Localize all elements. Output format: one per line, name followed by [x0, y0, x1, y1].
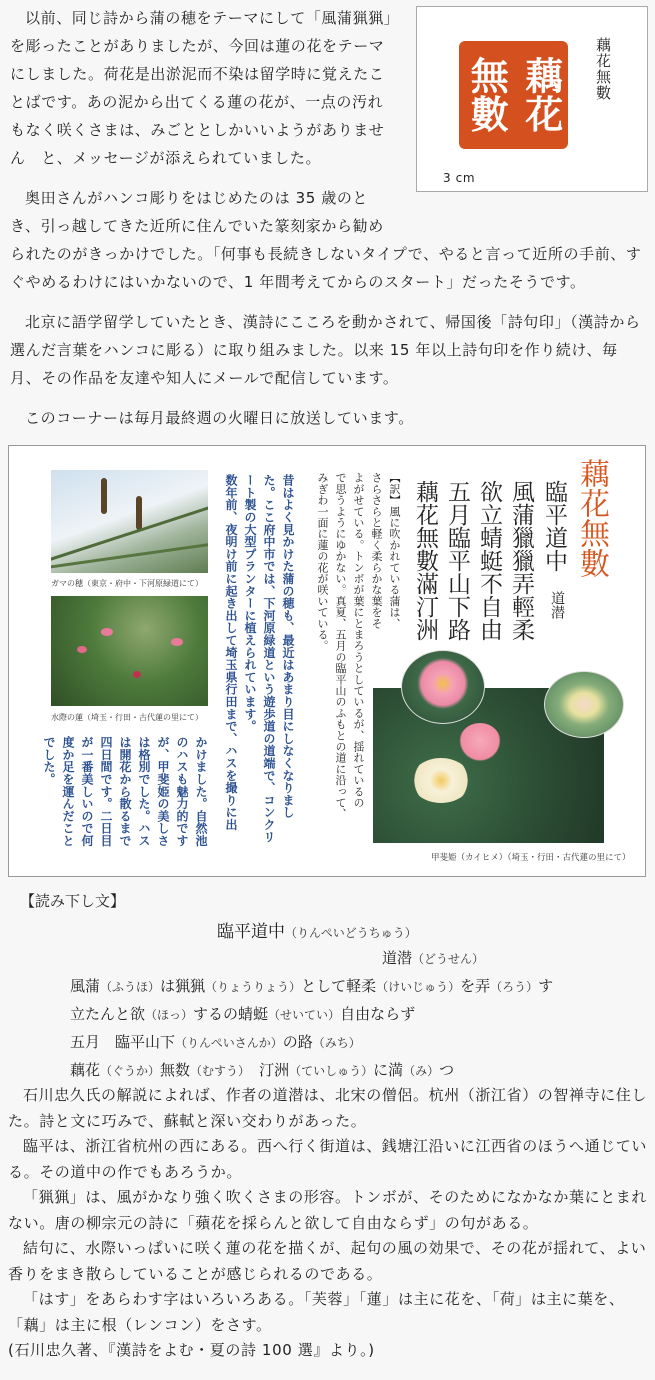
line-text: 五月 臨平山下 — [70, 1033, 176, 1051]
line-text: の路 — [282, 1033, 313, 1051]
poem-figure — [8, 445, 646, 877]
commentary-source: (石川忠久著、『漢詩をよむ・夏の詩 100 選』より。) — [8, 1341, 375, 1359]
poem-line: 五月臨平山下路 — [444, 480, 470, 641]
ruby-reading: （ふうほ） — [100, 980, 161, 994]
translation-column: みぎわ一面に蓮の花が咲いている。 — [316, 472, 329, 652]
commentary-paragraph: 「猟猟」は、風がかなり強く吹くさまの形容。トンボが、そのためになかなか葉にとまれない。唐の柳宗元の詩に「蘋花を採らんと欲して自由ならず」の句がある。 — [8, 1188, 648, 1232]
ruby-reading: （ていしゅう） — [289, 1064, 374, 1078]
essay-column: かけました。自然池 — [194, 736, 208, 847]
ruby-reading: （みち） — [312, 1036, 361, 1050]
line-text: に満 — [373, 1061, 404, 1079]
line-text: を弄 — [460, 977, 491, 995]
title-text: 臨平道中 — [217, 922, 285, 942]
essay-column: 昔はよく見かけた蒲の穂も、最近はあまり目にしなくなりまし — [281, 474, 295, 819]
commentary-paragraph: 臨平は、浙江省杭州の西にある。西へ行く街道は、銭塘江沿いに江西省のほうへ通じている。その道中の作でもあろうか。 — [8, 1137, 648, 1181]
translation-column: よがせている。トンボが葉にとまろうとしているが、揺れているの — [352, 472, 365, 808]
waterside-caption: 水際の蓮（埼玉・行田・古代蓮の里にて） — [51, 713, 203, 722]
essay-column: でした。 — [42, 736, 56, 786]
intro-paragraph: 奥田さんがハンコ彫りをはじめたのは 35 歳のとき、引っ越してきた近所に住んでいた篆刻家から勧められたのがきっかけでした。「何事も長続きしないタイプで、やると言って近所の手前、すぐやめるわけにはいかないので、1 年間考えてからのスタート」だったそうです。 — [10, 189, 642, 291]
ruby-reading: （ろう） — [490, 980, 539, 994]
line-text: 立たんと欲 — [70, 1005, 146, 1023]
yomikudashi-line — [70, 1031, 361, 1052]
yomikudashi-title — [217, 917, 417, 942]
line-text: するの蜻蜓 — [193, 1005, 269, 1023]
poem-heading: 臨平道中 — [541, 480, 567, 572]
line-text: す — [538, 977, 554, 995]
line-text: 無数 — [160, 1061, 191, 1079]
intro-paragraph: このコーナーは毎月最終週の火曜日に放送しています。 — [25, 409, 414, 427]
essay-long-columns — [221, 474, 297, 843]
yomikudashi-line — [70, 1003, 415, 1024]
poem-line: 風蒲獵獵弄輕柔 — [508, 480, 534, 641]
seal-chars-left: 無數 — [464, 56, 510, 134]
lotus-caption: 甲斐姫（カイヒメ）（埼玉・行田・古代蓮の里にて） — [431, 853, 631, 863]
intro-paragraph: 北京に語学留学していたとき、漢詩にこころを動かされて、帰国後「詩句印」（漢詩から選んだ言葉をハンコに彫る）に取り組みました。以来 15 年以上詩句印を作り続け、毎月、その作品を友達や知人にメールで配信しています。 — [10, 313, 641, 387]
poem-line: 藕花無數滿汀洲 — [412, 480, 438, 641]
essay-column: た。ここ府中市では、下河原緑道という遊歩道の道端で、コンクリ — [262, 474, 276, 843]
line-text: として軽柔 — [301, 977, 377, 995]
seal-image-box — [416, 6, 648, 192]
commentary-paragraph: 「はす」をあらわす字はいろいろある。「芙蓉」「蓮」は主に花を、「荷」は主に葉を、「藕」は主に根（レンコン）をさす。 — [8, 1290, 625, 1334]
ruby-reading: （りんぺいさんか） — [175, 1036, 283, 1050]
line-text: 藕花 — [70, 1061, 101, 1079]
yomikudashi-heading: 【読み下し文】 — [20, 892, 126, 910]
author-text: 道潜 — [382, 949, 413, 967]
line-text: は猟猟 — [160, 977, 206, 995]
ruby-reading: （けいじゅう） — [376, 980, 461, 994]
essay-column: は格別でした。ハス — [137, 736, 151, 847]
ruby-reading: （ぐうか） — [100, 1064, 161, 1078]
ruby-reading: （せいてい） — [268, 1008, 341, 1022]
yomikudashi-author — [382, 947, 484, 968]
title-ruby: （りんぺいどうちゅう） — [285, 926, 417, 940]
ruby-reading: （むすう） — [190, 1064, 245, 1078]
line-text: 汀洲 — [244, 1061, 290, 1079]
essay-column: ート製の大型プランターに植えられています。 — [243, 474, 257, 733]
essay-column: が一番美しいので何 — [80, 736, 94, 847]
yomikudashi-line — [70, 975, 553, 996]
waterside-lotus-photo — [51, 596, 208, 706]
line-text: つ — [439, 1061, 455, 1079]
essay-short-columns — [39, 736, 210, 847]
ruby-reading: （み） — [403, 1064, 440, 1078]
lotus-bud-inset — [544, 671, 624, 738]
yomikudashi-line — [70, 1059, 454, 1080]
essay-column: のハスも魅力的です — [175, 736, 189, 847]
essay-column: 度か足を運んだこと — [61, 736, 75, 847]
translation-column: で思うようにゆかない。真夏、五月の臨平山のふもとの道に沿って、 — [334, 472, 347, 820]
essay-column: 四日間です。二日目 — [99, 736, 113, 847]
ruby-reading: （ほっ） — [145, 1008, 194, 1022]
essay-column: は開花から散るまで — [118, 736, 132, 847]
intro-paragraph: 以前、同じ詩から蒲の穂をテーマにして「風蒲猟猟」を彫ったことがありましたが、今回は蓮の花をテーマにしました。荷花是出淤泥而不染は留学時に覚えたことばです。あの泥から出てくる蓮の花が、一点の汚れもなく咲くさまは、みごととしかいいようがありません と、メッセージが添えられていました。 — [10, 9, 392, 167]
lotus-bloom-inset — [401, 650, 485, 724]
translation-column: 【訳】風に吹かれている蒲は、 — [388, 472, 401, 629]
line-text: 風蒲 — [70, 977, 101, 995]
cattail-photo — [51, 470, 208, 573]
translation-column: さらさらと軽く柔らかな葉をそ — [370, 472, 383, 629]
line-text: 自由ならず — [340, 1005, 416, 1023]
poem-line: 欲立蜻蜓不自由 — [476, 480, 502, 641]
author-ruby: （どうせん） — [412, 952, 485, 966]
seal-size: 3 cm — [443, 171, 476, 185]
poem-title: 藕花無數 — [574, 458, 609, 578]
seal-label: 藕花無數 — [594, 37, 612, 101]
poem-author: 道潜 — [549, 591, 565, 619]
cattail-caption: ガマの穂（東京・府中・下河原緑道にて） — [51, 579, 203, 588]
essay-column: が、甲斐姫の美しさ — [156, 736, 170, 847]
ruby-reading: （りょうりょう） — [205, 980, 302, 994]
seal-chars-right: 藕花 — [518, 56, 564, 134]
essay-column: 数年前、夜明け前に起き出して埼玉県行田まで、ハスを撮りに出 — [224, 474, 238, 831]
seal-stamp — [459, 41, 568, 149]
commentary-section — [8, 1083, 650, 1364]
commentary-paragraph: 結句に、水際いっぱいに咲く蓮の花を描くが、起句の風の効果で、その花が揺れて、よい香りをまき散らしていることが感じられるのである。 — [8, 1239, 647, 1283]
intro-section — [10, 4, 648, 432]
commentary-paragraph: 石川忠久氏の解説によれば、作者の道潜は、北宋の僧侶。杭州（浙江省）の智禅寺に住した。詩と文に巧みで、蘇軾と深い交わりがあった。 — [8, 1086, 648, 1130]
